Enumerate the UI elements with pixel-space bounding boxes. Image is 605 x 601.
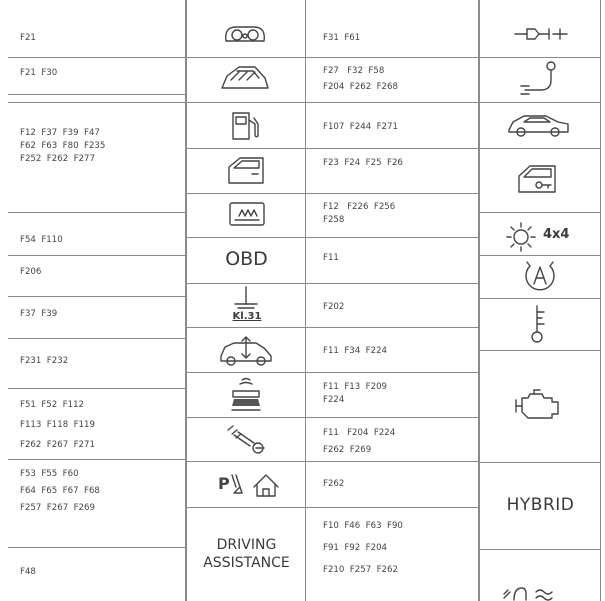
col3-rule [306,193,479,194]
col2-rule [187,148,306,149]
fuse-list: F53 F55 F60 F64 F65 F67 F68 F257 F267 F269 [20,469,100,513]
fuse-list: F10 F46 F63 F90 F91 F92 F204 F210 F257 F262 [323,521,403,575]
col2-rule [187,461,306,462]
col1-rule [8,388,186,389]
fuse-list: F23 F24 F25 F26 [323,158,403,168]
ride-height-car-icon [218,334,274,368]
col1-rule [8,547,186,548]
driving-assistance-label: DRIVING ASSISTANCE [203,537,290,571]
col4-rule [480,255,601,256]
fuse-list: F21 F30 [20,68,58,78]
charging-plug-icon [517,60,567,96]
obd-label: OBD [225,248,268,270]
col3-rule [306,57,479,58]
fuse-list: F262 [323,479,345,489]
col4-rule [480,212,601,213]
col1-rule [8,94,186,95]
col3-rule [306,102,479,103]
col4-rule [480,298,601,299]
col4-rule [480,148,601,149]
col4-rule [480,57,601,58]
col3-rule [306,148,479,149]
fuse-list: F107 F244 F271 [323,122,398,132]
col4-rule [480,462,601,463]
kl31-label: Kl.31 [232,311,262,322]
col2-rule [187,507,306,508]
fuse-list: F11 F204 F224 F262 F269 [323,428,396,455]
col3-rule [306,237,479,238]
sunroof-car-icon [219,62,271,92]
fuse-list: F11 [323,253,339,263]
col1-rule [8,212,186,213]
fuse-list: F37 F39 [20,309,58,319]
col3-rule [306,461,479,462]
door-lock-icon [515,162,563,196]
fuel-pump-icon [229,110,265,142]
fuse-list: F27 F32 F58 F204 F262 F268 [323,66,398,92]
four-by-four-label: 4x4 [543,227,570,242]
gear-4x4-icon [505,220,539,254]
col3-rule [306,372,479,373]
col1-rule [8,102,186,103]
col3-rule [306,283,479,284]
col3-rule [306,507,479,508]
svg-text:P: P [218,474,230,493]
fuse-list: F11 F34 F224 [323,346,388,356]
temperature-icon [527,302,553,346]
heated-washer-icon [224,422,268,456]
col2-rule [187,237,306,238]
fuse-list: F54 F110 [20,235,63,245]
car-rear-icon [506,110,572,140]
trailer-hitch-icon [513,26,569,42]
col2-rule [187,283,306,284]
fuse-list: F231 F232 [20,356,69,366]
hybrid-label: HYBRID [506,495,575,515]
air-suspension-icon [228,376,264,414]
auto-start-stop-icon [522,258,558,294]
col1-rule [8,338,186,339]
col4-rule [480,549,601,550]
col4-rule [480,102,601,103]
col2-rule [187,417,306,418]
col1-rule [8,459,186,460]
fuse-list: F21 [20,33,36,43]
park-assist-home-icon [216,469,280,501]
col2-rule [187,102,306,103]
fuse-list: F12 F226 F256 F258 [323,202,396,225]
seat-heating-icon [226,199,268,229]
divider-v1 [185,0,187,601]
col2-rule [187,327,306,328]
col1-rule [8,255,186,256]
fuse-list: F48 [20,567,36,577]
instrument-cluster-icon [222,24,268,44]
col1-rule [8,296,186,297]
col1-rule [8,57,186,58]
col2-rule [187,193,306,194]
fuse-list: F51 F52 F112 F113 F118 F119 F262 F267 F271 [20,400,95,450]
door-icon [224,155,268,187]
fuse-list: F12 F37 F39 F47 F62 F63 F80 F235 F252 F262 F277 [20,128,106,164]
fuse-list: F31 F61 [323,33,361,43]
engine-check-icon [512,388,566,422]
fuse-list: F11 F13 F209 F224 [323,382,388,405]
col2-rule [187,372,306,373]
light-icons [500,582,560,601]
col4-rule [480,350,601,351]
col3-rule [306,327,479,328]
col3-rule [306,417,479,418]
col2-rule [187,57,306,58]
divider-v2 [305,0,306,601]
fuse-list: F206 [20,267,42,277]
fuse-list: F202 [323,302,345,312]
